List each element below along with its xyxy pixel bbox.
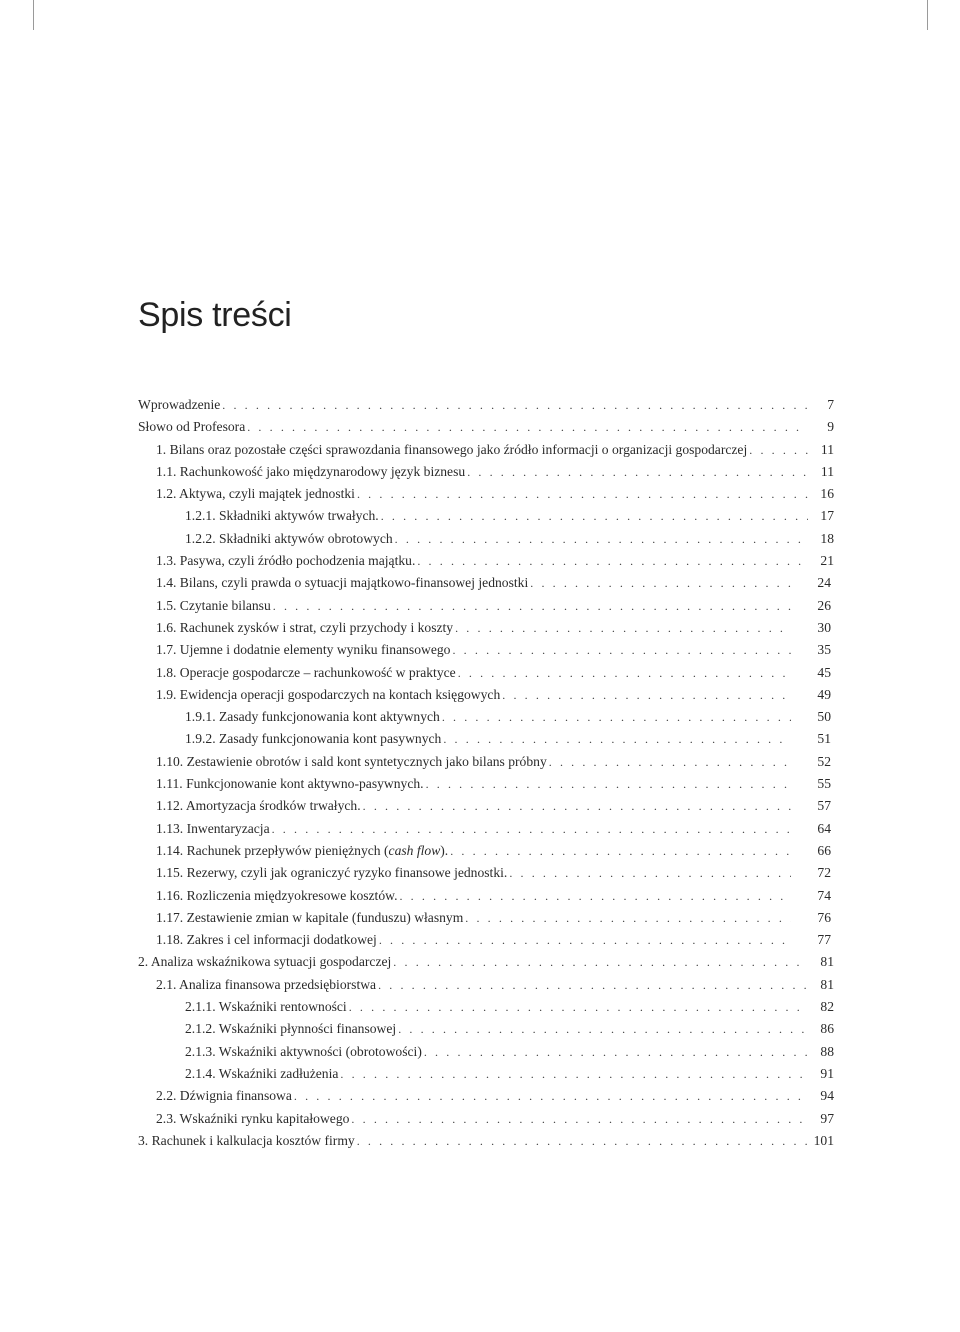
toc-label: 1.4. Bilans, czyli prawda o sytuacji majątkowo-finansowej jednostki xyxy=(156,575,529,591)
toc-label: 1.8. Operacje gospodarcze – rachunkowość w praktyce xyxy=(156,664,456,680)
toc-entry-chapter-1[interactable] xyxy=(138,439,838,461)
toc-page-number: 74 xyxy=(817,887,831,903)
toc-label: 1.17. Zestawienie zmian w kapitale (funduszu) własnym xyxy=(156,909,464,925)
toc-page-number: 24 xyxy=(817,575,831,591)
toc-leader xyxy=(222,394,808,416)
toc-page-number: 66 xyxy=(817,842,831,858)
toc-entry-1-2-2[interactable] xyxy=(138,528,838,550)
toc-entry-2-3[interactable] xyxy=(138,1108,838,1130)
toc-label: 1.2.1. Składniki aktywów trwałych. xyxy=(185,508,379,524)
toc-entry-chapter-2[interactable] xyxy=(138,951,838,973)
toc-page-number: 7 xyxy=(827,397,834,412)
toc-entry-2-1-2[interactable] xyxy=(138,1018,838,1040)
toc-leader xyxy=(395,528,808,550)
toc-leader xyxy=(426,773,791,795)
toc-page-number: 35 xyxy=(817,642,831,658)
toc-entry-1-4[interactable] xyxy=(138,572,838,594)
toc-leader xyxy=(398,1018,808,1040)
toc-label: 1.15. Rezerwy, czyli jak ograniczyć ryzyko finansowe jednostki. xyxy=(156,865,508,881)
toc-label-italic: cash flow xyxy=(388,842,441,858)
toc-page-number: 81 xyxy=(820,954,834,970)
toc-entry-1-9[interactable] xyxy=(138,684,838,706)
toc-leader xyxy=(349,996,808,1018)
toc-page-number: 55 xyxy=(817,776,831,792)
toc-page-number: 64 xyxy=(817,820,831,836)
toc-leader xyxy=(363,795,791,817)
toc-entry-1-7[interactable] xyxy=(138,639,838,661)
toc-page-number: 17 xyxy=(820,508,834,524)
toc-entry-2-1[interactable] xyxy=(138,974,838,996)
toc-leader xyxy=(442,706,791,728)
toc-page-number: 26 xyxy=(817,597,831,613)
toc-entry-1-16[interactable] xyxy=(138,885,838,907)
page-title: Spis treści xyxy=(138,296,292,334)
toc-page-number: 97 xyxy=(820,1110,834,1126)
toc-label: 2.1. Analiza finansowa przedsiębiorstwa xyxy=(156,976,377,992)
toc-label: 2.3. Wskaźniki rynku kapitałowego xyxy=(156,1110,350,1126)
toc-page-number: 45 xyxy=(817,664,831,680)
toc-label: 1.13. Inwentaryzacja xyxy=(156,820,270,836)
toc-label: 2.1.1. Wskaźniki rentowności xyxy=(185,999,347,1015)
toc-entry-1-11[interactable] xyxy=(138,773,838,795)
toc-leader xyxy=(530,572,791,594)
toc-leader xyxy=(272,818,791,840)
toc-page-number: 72 xyxy=(817,865,831,881)
toc-label: 1.9. Ewidencja operacji gospodarczych na kontach księgowych xyxy=(156,686,501,702)
toc-leader xyxy=(443,728,791,750)
toc-page-number: 30 xyxy=(817,619,831,635)
toc-entry-2-2[interactable] xyxy=(138,1085,838,1107)
toc-label: 2.1.4. Wskaźniki zadłużenia xyxy=(185,1065,339,1081)
toc-label: 3. Rachunek i kalkulacja kosztów firmy xyxy=(138,1132,355,1148)
toc-leader xyxy=(378,974,808,996)
toc-label: 1.6. Rachunek zysków i strat, czyli przychody i koszty xyxy=(156,619,454,635)
toc-entry-1-15[interactable] xyxy=(138,862,838,884)
toc-leader xyxy=(393,951,808,973)
toc-leader xyxy=(467,461,808,483)
toc-entry-1-9-2[interactable] xyxy=(138,728,838,750)
toc-page-number: 101 xyxy=(813,1132,834,1148)
toc-entry-chapter-3[interactable] xyxy=(138,1130,838,1152)
toc-label: 2.2. Dźwignia finansowa xyxy=(156,1088,292,1104)
toc-entry-1-8[interactable] xyxy=(138,662,838,684)
toc-leader xyxy=(549,751,791,773)
toc-page-number: 86 xyxy=(820,1021,834,1037)
toc-page-number: 18 xyxy=(820,530,834,546)
toc-entry-1-5[interactable] xyxy=(138,595,838,617)
toc-leader xyxy=(294,1085,808,1107)
toc-leader xyxy=(399,885,791,907)
toc-entry-1-2-1[interactable] xyxy=(138,505,838,527)
toc-entry-1-13[interactable] xyxy=(138,818,838,840)
toc-entry-1-2[interactable] xyxy=(138,483,838,505)
toc-page-number: 51 xyxy=(817,731,831,747)
toc-page-number: 49 xyxy=(817,686,831,702)
toc-entry-2-1-3[interactable] xyxy=(138,1041,838,1063)
toc-leader xyxy=(458,662,791,684)
toc-entry-slowo-od-profesora[interactable] xyxy=(138,416,838,438)
toc-label: 1.9.2. Zasady funkcjonowania kont pasywnych xyxy=(185,731,442,747)
toc-leader xyxy=(247,416,808,438)
toc-page-number: 52 xyxy=(817,753,831,769)
toc-label: 1.10. Zestawienie obrotów i sald kont syntetycznych jako bilans próbny xyxy=(156,753,547,769)
toc-leader xyxy=(424,1041,808,1063)
toc-leader xyxy=(273,595,791,617)
toc-leader xyxy=(452,639,791,661)
toc-label xyxy=(156,840,450,862)
toc-leader xyxy=(379,929,791,951)
toc-leader xyxy=(749,439,808,461)
toc-page-number: 21 xyxy=(820,553,834,569)
toc-leader xyxy=(465,907,791,929)
toc-leader xyxy=(340,1063,808,1085)
toc-page-number: 11 xyxy=(820,463,834,479)
toc-entry-1-3[interactable] xyxy=(138,550,838,572)
toc-page-number: 9 xyxy=(827,419,834,435)
toc-label: 2.1.3. Wskaźniki aktywności (obrotowości) xyxy=(185,1043,422,1059)
crop-mark-left xyxy=(33,0,34,30)
toc-label: 1.2. Aktywa, czyli majątek jednostki xyxy=(156,486,355,502)
toc-leader xyxy=(351,1108,808,1130)
toc-label: Wprowadzenie xyxy=(138,397,221,412)
toc-label: 1.12. Amortyzacja środków trwałych. xyxy=(156,798,361,814)
toc-entry-2-1-4[interactable] xyxy=(138,1063,838,1085)
toc-label: 1.16. Rozliczenia międzyokresowe kosztów. xyxy=(156,887,398,903)
toc-leader xyxy=(357,1130,808,1152)
toc-label: 2.1.2. Wskaźniki płynności finansowej xyxy=(185,1021,397,1037)
toc-page-number: 94 xyxy=(820,1088,834,1104)
toc-entry-1-6[interactable] xyxy=(138,617,838,639)
toc-label: 1.18. Zakres i cel informacji dodatkowej xyxy=(156,932,377,948)
toc-page-number: 91 xyxy=(820,1065,834,1081)
toc-entry-wprowadzenie[interactable] xyxy=(138,394,838,416)
toc-leader xyxy=(502,684,791,706)
toc-label: Słowo od Profesora xyxy=(138,419,246,435)
toc-page-number: 16 xyxy=(820,486,834,502)
toc-label: 1.11. Funkcjonowanie kont aktywno-pasywnych. xyxy=(156,776,424,792)
toc-label: 1.9.1. Zasady funkcjonowania kont aktywnych xyxy=(185,709,440,725)
toc-label-text: 1.14. Rachunek przepływów pieniężnych ( xyxy=(156,842,389,858)
toc-page-number: 76 xyxy=(817,909,831,925)
toc-page-number: 50 xyxy=(817,709,831,725)
toc-label-after: ). xyxy=(440,842,449,858)
toc-page-number: 77 xyxy=(817,932,831,948)
toc-page-number: 81 xyxy=(820,976,834,992)
toc-page-number: 11 xyxy=(820,441,834,457)
toc-entry-1-9-1[interactable] xyxy=(138,706,838,728)
toc-leader xyxy=(381,505,808,527)
toc-label: 1.3. Pasywa, czyli źródło pochodzenia majątku. xyxy=(156,553,416,569)
toc-entry-1-1[interactable] xyxy=(138,461,838,483)
toc-page-number: 88 xyxy=(820,1043,834,1059)
toc-label: 2. Analiza wskaźnikowa sytuacji gospodarczej xyxy=(138,954,392,970)
toc-entry-2-1-1[interactable] xyxy=(138,996,838,1018)
toc-leader xyxy=(455,617,791,639)
toc-leader xyxy=(450,840,791,862)
toc-entry-1-12[interactable] xyxy=(138,795,838,817)
toc-label: 1.7. Ujemne i dodatnie elementy wyniku finansowego xyxy=(156,642,451,658)
toc-label: 1.5. Czytanie bilansu xyxy=(156,597,271,613)
toc-leader xyxy=(417,550,808,572)
table-of-contents xyxy=(138,394,838,1152)
toc-page-number: 82 xyxy=(820,999,834,1015)
toc-label: 1.2.2. Składniki aktywów obrotowych xyxy=(185,530,393,546)
toc-entry-1-14[interactable] xyxy=(138,840,838,862)
toc-entry-1-17[interactable] xyxy=(138,907,838,929)
crop-mark-right xyxy=(927,0,928,30)
toc-label: 1.1. Rachunkowość jako międzynarodowy język biznesu xyxy=(156,463,466,479)
toc-entry-1-18[interactable] xyxy=(138,929,838,951)
toc-leader xyxy=(509,862,791,884)
toc-entry-1-10[interactable] xyxy=(138,751,838,773)
toc-label: 1. Bilans oraz pozostałe części sprawozdania finansowego jako źródło informacji o organizacji gospodarczej xyxy=(156,441,748,457)
toc-page-number: 57 xyxy=(817,798,831,814)
toc-leader xyxy=(357,483,808,505)
